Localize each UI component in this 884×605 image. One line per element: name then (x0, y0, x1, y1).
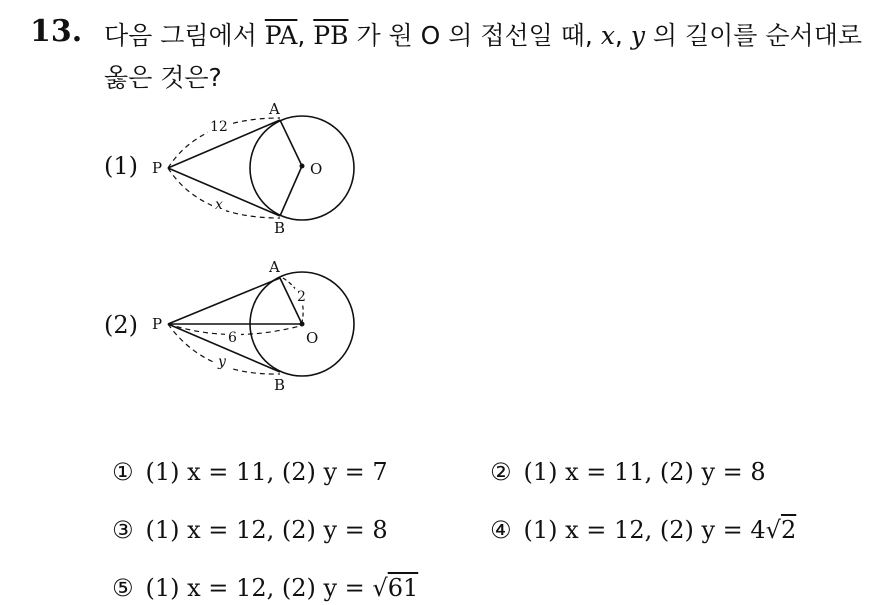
choice-text: (1) x = 12, (2) y = (145, 574, 373, 602)
choice-4[interactable] (490, 516, 796, 544)
choice-mark: ③ (112, 516, 134, 544)
figure-1-label: (1) (104, 152, 138, 180)
choice-mark: ② (490, 458, 512, 486)
figure-1 (150, 100, 360, 240)
separator: , (614, 21, 631, 50)
choice-text: (1) x = 12, (2) y = 4 (523, 516, 766, 544)
length-po: 6 (228, 330, 237, 346)
segment-pb: $\overline{PB}$ (313, 21, 349, 50)
segment-pa: $\overline{PA}$ (264, 21, 298, 50)
label-b: B (274, 376, 286, 394)
variable-x: x (600, 21, 615, 50)
length-pa: 12 (210, 119, 228, 135)
choice-1[interactable] (112, 458, 388, 486)
choice-5[interactable] (112, 574, 418, 602)
choice-mark: ⑤ (112, 574, 134, 602)
center-dot (300, 322, 305, 327)
label-p: P (152, 315, 163, 333)
variable-y: y (630, 21, 645, 50)
question-number: 13. (30, 14, 83, 49)
length-pb: y (218, 354, 226, 370)
label-a: A (269, 100, 280, 118)
choice-3[interactable] (112, 516, 388, 544)
choice-text: (1) x = 11, (2) y = 7 (145, 458, 388, 486)
question-text-mid: 가 원 O 의 접선일 때, (348, 21, 601, 50)
comma: , (297, 21, 314, 50)
question-line-2: 옳은 것은? (104, 63, 222, 92)
question-line-1 (104, 16, 862, 52)
sqrt-sign: √ (765, 516, 781, 544)
radicand: 2 (780, 516, 797, 544)
figure-2 (150, 258, 370, 398)
label-o: O (310, 160, 323, 178)
label-b: B (274, 219, 286, 237)
choice-text: (1) x = 12, (2) y = 8 (145, 516, 388, 544)
question-text-post: 의 길이를 순서대로 (644, 21, 862, 50)
radius-oa (280, 120, 302, 166)
figure-2-label: (2) (104, 311, 138, 339)
radius-ob (280, 166, 302, 216)
length-ao: 2 (297, 289, 306, 305)
label-a: A (269, 258, 280, 276)
choice-mark: ① (112, 458, 134, 486)
sqrt-sign: √ (372, 574, 388, 602)
radicand: 61 (387, 574, 419, 602)
center-dot (300, 164, 305, 169)
tangent-pa (168, 278, 280, 324)
choice-mark: ④ (490, 516, 512, 544)
label-o: O (306, 329, 319, 347)
length-pb: x (215, 197, 223, 213)
choice-2[interactable] (490, 458, 766, 486)
label-p: P (152, 159, 163, 177)
question-text-pre: 다음 그림에서 (104, 21, 265, 50)
choice-text: (1) x = 11, (2) y = 8 (523, 458, 766, 486)
